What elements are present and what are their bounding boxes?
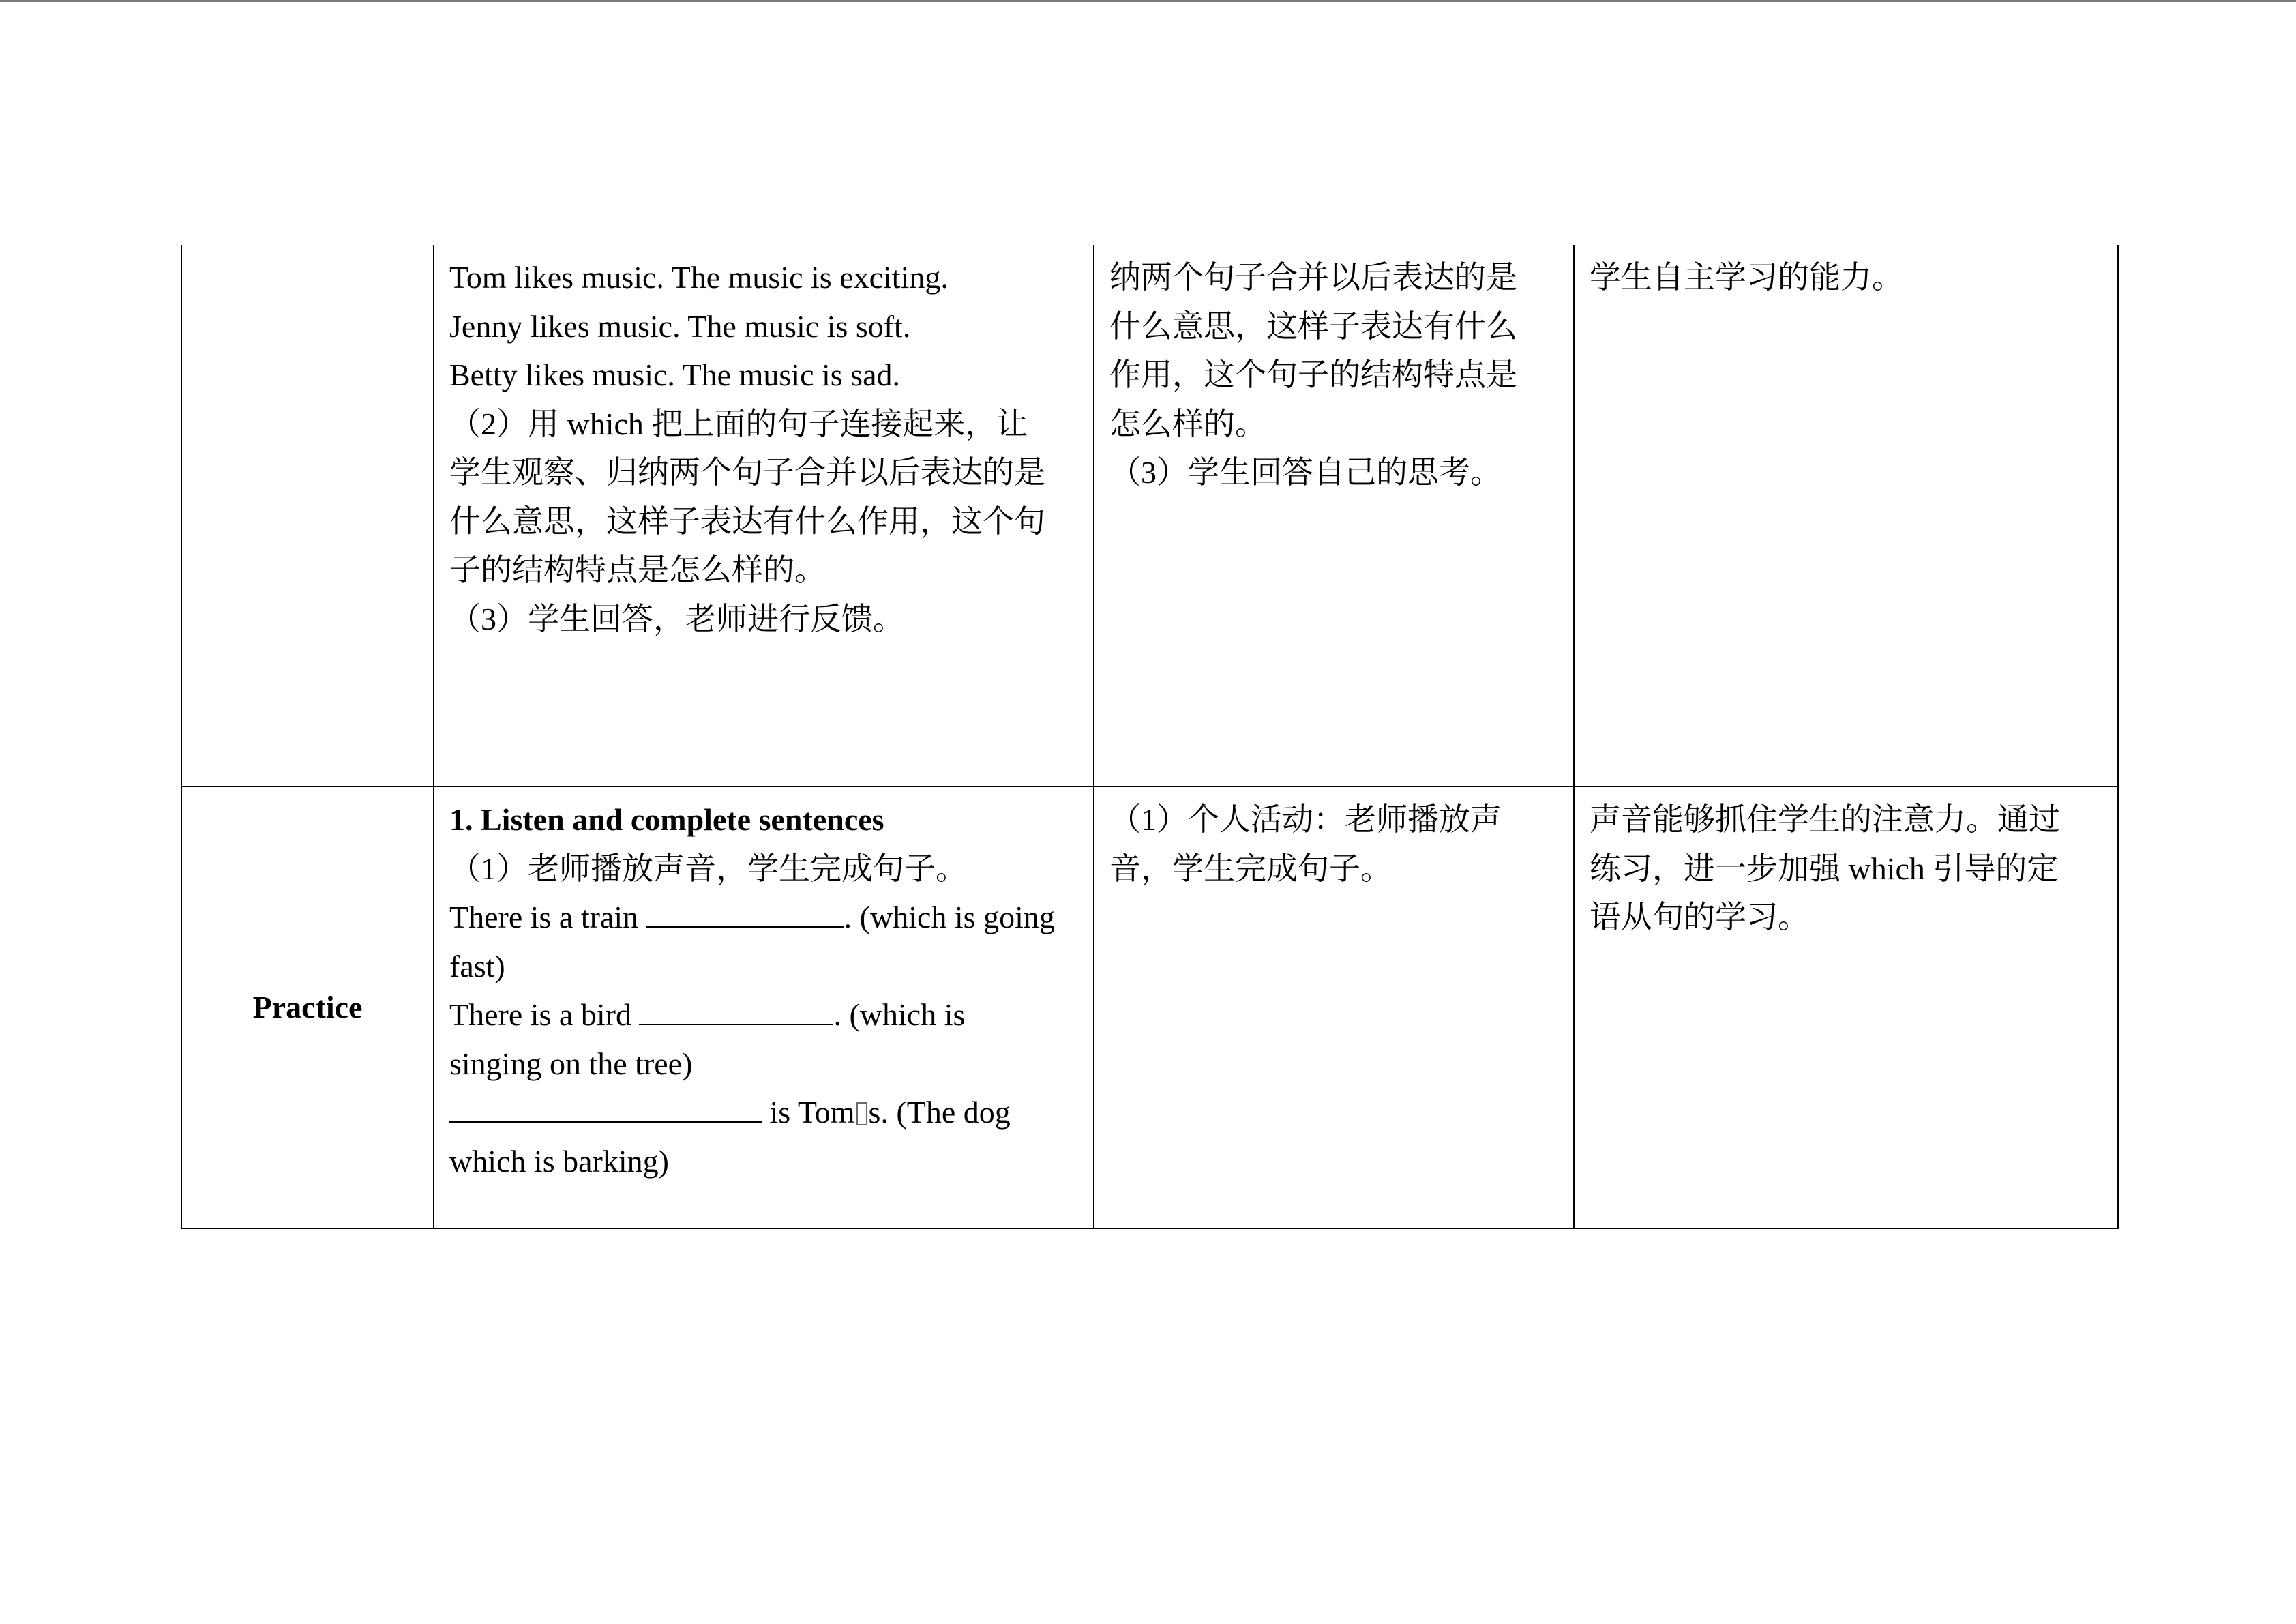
student-activity-cell — [1094, 786, 1574, 1228]
stage-cell-continued — [181, 245, 434, 786]
activity-line: Jenny likes music. The music is soft. — [449, 308, 911, 344]
purpose-line: 语从句的学习。 — [1590, 900, 1809, 934]
design-purpose-cell — [1574, 786, 2118, 1228]
teacher-activity-cell — [434, 786, 1094, 1228]
student-activity-cell — [1094, 245, 1574, 786]
sentence-text: . (which is — [833, 997, 966, 1032]
teacher-activity-cell — [434, 245, 1094, 786]
student-line: 作用，这个句子的结构特点是 — [1109, 357, 1517, 392]
sentence-text: There is a train — [449, 900, 639, 934]
activity-line: 学生观察、归纳两个句子合并以后表达的是 — [449, 455, 1045, 490]
sentence-text: singing on the tree) — [449, 1046, 693, 1081]
student-line: 纳两个句子合并以后表达的是 — [1109, 260, 1517, 295]
answer-blank[interactable] — [646, 894, 844, 928]
practice-sentence-1 — [449, 893, 1078, 942]
answer-blank[interactable] — [639, 991, 833, 1025]
activity-line: （2）用 which 把上面的句子连接起来，让 — [449, 406, 1028, 441]
purpose-line: 声音能够抓住学生的注意力。通过 — [1590, 802, 2060, 837]
student-line: （1）个人活动：老师播放声 — [1109, 802, 1502, 837]
activity-line: 子的结构特点是怎么样的。 — [449, 552, 826, 587]
student-line: 音，学生完成句子。 — [1109, 851, 1392, 886]
sentence-text: which is barking) — [449, 1143, 669, 1179]
page-top-border — [0, 0, 2296, 2]
purpose-line: 学生自主学习的能力。 — [1590, 260, 1903, 295]
practice-sentence-2 — [449, 990, 1078, 1039]
answer-blank[interactable] — [449, 1089, 762, 1123]
student-line: （3）学生回答自己的思考。 — [1109, 455, 1502, 490]
activity-line: Betty likes music. The music is sad. — [449, 357, 900, 392]
activity-line: 什么意思，这样子表达有什么作用，这个句 — [449, 503, 1045, 539]
activity-line: （3）学生回答，老师进行反馈。 — [449, 601, 904, 636]
sentence-text: . (which is going — [844, 900, 1055, 934]
sentence-text: s. (The dog — [868, 1095, 1011, 1130]
student-line: 什么意思，这样子表达有什么 — [1109, 308, 1517, 344]
missing-glyph-icon — [856, 1102, 867, 1125]
activity-heading: 1. Listen and complete sentences — [449, 802, 884, 837]
activity-instruction: （1）老师播放声音，学生完成句子。 — [449, 851, 967, 886]
student-line: 怎么样的。 — [1109, 406, 1266, 441]
stage-cell-practice: Practice — [181, 786, 434, 1228]
design-purpose-cell — [1574, 245, 2118, 786]
sentence-text: There is a bird — [449, 997, 631, 1032]
table-row-practice — [181, 786, 2118, 1228]
sentence-text: fast) — [449, 948, 505, 984]
table-row-continued — [181, 245, 2118, 786]
lesson-plan-table — [181, 245, 2119, 1229]
practice-sentence-3 — [449, 1088, 1078, 1137]
sentence-text: is Tom — [769, 1095, 855, 1130]
activity-line: Tom likes music. The music is exciting. — [449, 260, 949, 295]
purpose-line: 练习，进一步加强 which 引导的定 — [1590, 851, 2059, 886]
